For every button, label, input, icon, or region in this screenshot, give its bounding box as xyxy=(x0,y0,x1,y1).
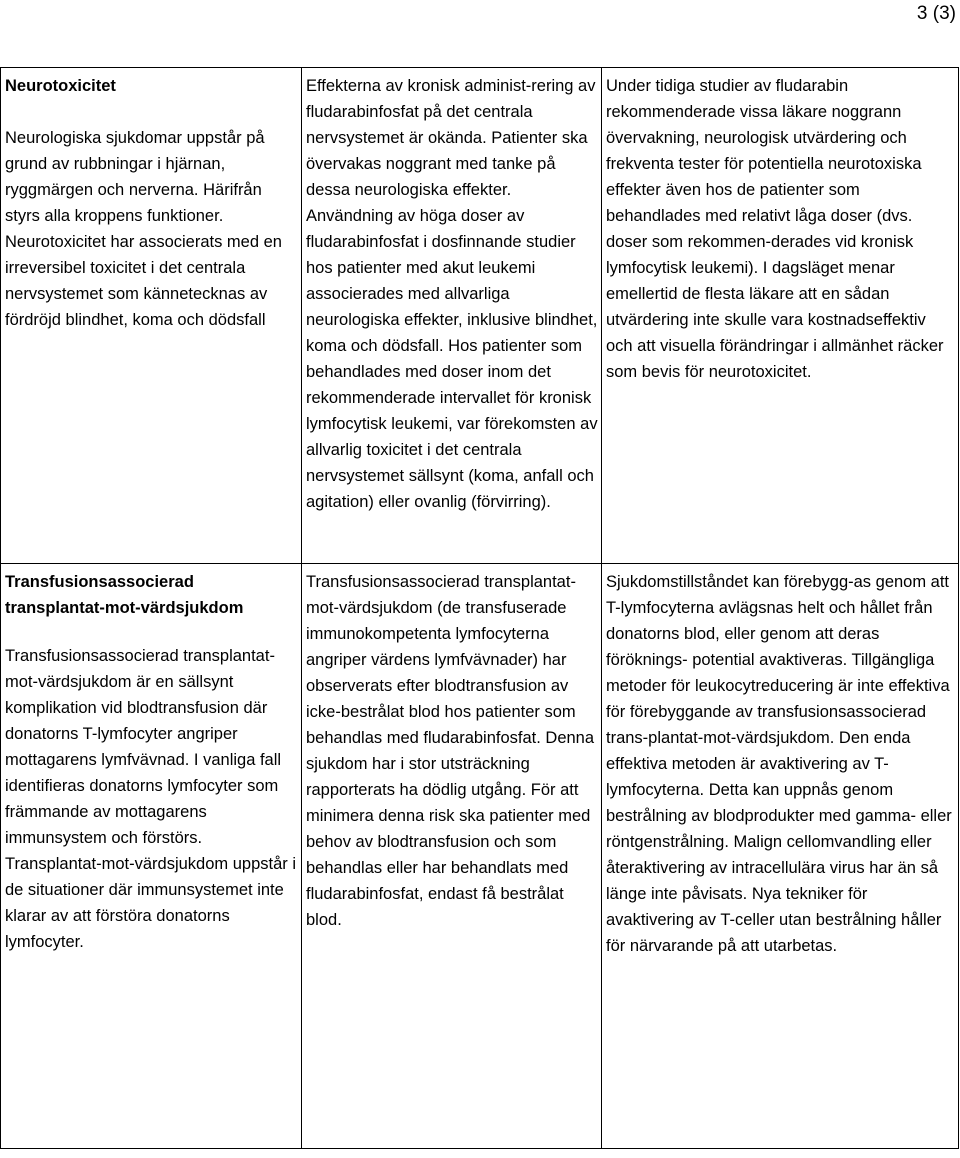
table-row-transfusion-gvhd xyxy=(1,564,959,1149)
table-cell-description xyxy=(1,564,302,1149)
description-text: Transfusionsassocierad transplantat-mot-värdsjukdom är en sällsynt komplikation vid blodtransfusion där donatorns T-lymfocyter angriper mottagarens lymfvävnad. I vanliga fall identifieras donatorns lymfocyter som främmande av mottagarens immunsystem och förstörs. Transplantat-mot-värdsjukdom uppstår i de situationer där immunsystemet inte klarar av att förstöra donatorns lymfocyter. xyxy=(5,647,297,951)
page-number: 3 (3) xyxy=(916,3,956,24)
measures-text: Sjukdomstillståndet kan förebygg-as genom att T-lymfocyterna avlägsnas helt och hållet från donatorns blod, eller genom att deras föröknings- potential avaktiveras. Tillgängliga metoder för leukocytreducering är inte effektiva för förebyggande av transfusionsassocierad trans-plantat-mot-värdsjukdom. Den enda effektiva metoden är avaktivering av T-lymfocyterna. Detta kan uppnås genom bestrålning av blodprodukter med gamma- eller röntgenstrålning. Malign cellomvandling eller återaktivering av intracellulära virus har än så länge inte påvisats. Nya tekniker för avaktivering av T-celler utan bestrålning håller för närvarande på att utarbetas. xyxy=(606,573,952,955)
table-cell-measures xyxy=(602,564,959,1149)
section-heading: Transfusionsassocierad transplantat-mot-värdsjukdom xyxy=(5,573,244,617)
information-table xyxy=(0,67,959,1149)
table-cell-description xyxy=(1,68,302,564)
table-row-neurotoxicity xyxy=(1,68,959,564)
description-text: Neurologiska sjukdomar uppstår på grund av rubbningar i hjärnan, ryggmärgen och nerverna. Härifrån styrs alla kroppens funktioner. Neurotoxicitet har associerats med en irreversibel toxicitet i det centrala nervsystemet som kännetecknas av fördröjd blindhet, koma och dödsfall xyxy=(5,129,282,329)
measures-text: Under tidiga studier av fludarabin rekommenderade vissa läkare noggrann övervakning, neurologisk utvärdering och frekventa tester för potentiella neurotoxiska effekter även hos de patienter som behandlades med relativt låga doser (dvs. doser som rekommen-derades vid kronisk lymfocytisk leukemi). I dagsläget menar emellertid de flesta läkare att en sådan utvärdering inte skulle vara kostnadseffektiv och att visuella förändringar i allmänhet räcker som bevis för neurotoxicitet. xyxy=(606,77,944,381)
table-cell-effects xyxy=(302,564,602,1149)
section-heading: Neurotoxicitet xyxy=(5,77,116,95)
table-cell-measures xyxy=(602,68,959,564)
table-cell-effects xyxy=(302,68,602,564)
effects-text: Transfusionsassocierad transplantat-mot-värdsjukdom (de transfuserade immunokompetenta lymfocyterna angriper värdens lymfvävnader) har observerats efter blodtransfusion av icke-bestrålat blod hos patienter som behandlas med fludarabinfosfat. Denna sjukdom har i stor utsträckning rapporterats ha dödlig utgång. För att minimera denna risk ska patienter med behov av blodtransfusion och som behandlas eller har behandlats med fludarabinfosfat, endast få bestrålat blod. xyxy=(306,573,595,929)
effects-text: Effekterna av kronisk administ-rering av fludarabinfosfat på det centrala nervsystemet är okända. Patienter ska övervakas noggrant med tanke på dessa neurologiska effekter. Användning av höga doser av fludarabinfosfat i dosfinnande studier hos patienter med akut leukemi associerades med allvarliga neurologiska effekter, inklusive blindhet, koma och dödsfall. Hos patienter som behandlades med doser inom det rekommenderade intervallet för kronisk lymfocytisk leukemi, var förekomsten av allvarlig toxicitet i det centrala nervsystemet sällsynt (koma, anfall och agitation) eller ovanlig (förvirring). xyxy=(306,77,598,511)
